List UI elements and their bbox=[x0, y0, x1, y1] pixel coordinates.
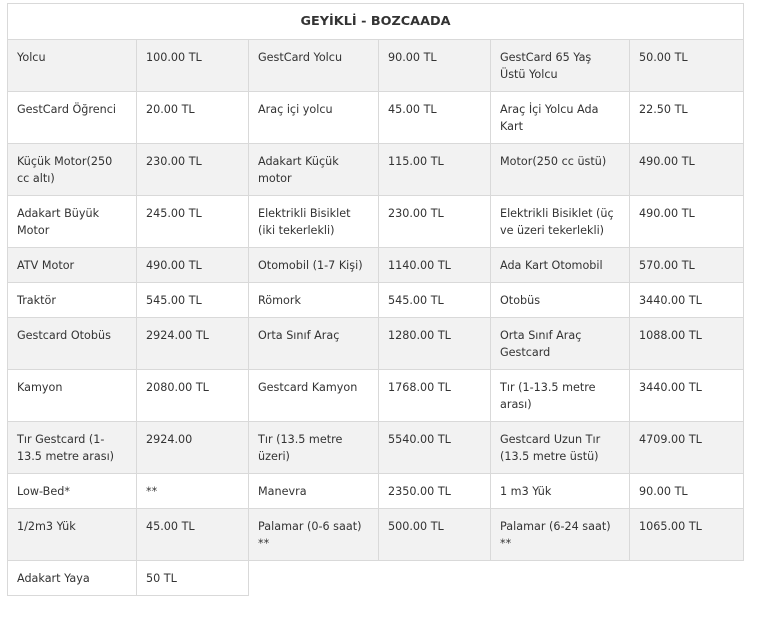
table-row bbox=[8, 40, 744, 92]
fare-label: Otobüs bbox=[491, 283, 630, 318]
fare-price: ** bbox=[137, 474, 249, 509]
fare-price: 1768.00 TL bbox=[379, 370, 491, 422]
fare-price: 545.00 TL bbox=[379, 283, 491, 318]
fare-label: ATV Motor bbox=[8, 248, 137, 283]
fare-label: Gestcard Kamyon bbox=[249, 370, 379, 422]
table-row bbox=[8, 248, 744, 283]
fare-price: 90.00 TL bbox=[379, 40, 491, 92]
fare-label: Gestcard Uzun Tır (13.5 metre üstü) bbox=[491, 422, 630, 474]
fare-price: 45.00 TL bbox=[379, 92, 491, 144]
fare-label: GestCard Yolcu bbox=[249, 40, 379, 92]
fare-price: 490.00 TL bbox=[630, 144, 744, 196]
table-row bbox=[8, 318, 744, 370]
fare-label: 1/2m3 Yük bbox=[8, 509, 137, 561]
fare-label: Low-Bed* bbox=[8, 474, 137, 509]
fare-label: GestCard 65 Yaş Üstü Yolcu bbox=[491, 40, 630, 92]
fare-label: Adakart Büyük Motor bbox=[8, 196, 137, 248]
fare-label: Palamar (0-6 saat) ** bbox=[249, 509, 379, 561]
fare-price: 45.00 TL bbox=[137, 509, 249, 561]
fare-price: 245.00 TL bbox=[137, 196, 249, 248]
fare-label: GestCard Öğrenci bbox=[8, 92, 137, 144]
fare-label: Araç içi yolcu bbox=[249, 92, 379, 144]
table-title: GEYİKLİ - BOZCAADA bbox=[8, 4, 744, 40]
fare-label: Elektrikli Bisiklet (üç ve üzeri tekerlekli) bbox=[491, 196, 630, 248]
table-row bbox=[8, 509, 744, 561]
empty-cell bbox=[249, 561, 491, 596]
fare-price: 1140.00 TL bbox=[379, 248, 491, 283]
fare-price: 2924.00 TL bbox=[137, 318, 249, 370]
fare-label: Römork bbox=[249, 283, 379, 318]
fare-label: Yolcu bbox=[8, 40, 137, 92]
fare-label: Tır (1-13.5 metre arası) bbox=[491, 370, 630, 422]
fare-table-container bbox=[7, 3, 743, 596]
fare-label: Adakart Küçük motor bbox=[249, 144, 379, 196]
fare-label: Tır (13.5 metre üzeri) bbox=[249, 422, 379, 474]
fare-label: Kamyon bbox=[8, 370, 137, 422]
fare-label: Gestcard Otobüs bbox=[8, 318, 137, 370]
table-row bbox=[8, 144, 744, 196]
fare-price: 490.00 TL bbox=[137, 248, 249, 283]
table-title-row bbox=[8, 4, 744, 40]
fare-price: 230.00 TL bbox=[379, 196, 491, 248]
fare-label: Traktör bbox=[8, 283, 137, 318]
fare-label: Ada Kart Otomobil bbox=[491, 248, 630, 283]
fare-price: 545.00 TL bbox=[137, 283, 249, 318]
table-row bbox=[8, 370, 744, 422]
fare-price: 3440.00 TL bbox=[630, 283, 744, 318]
fare-price: 5540.00 TL bbox=[379, 422, 491, 474]
table-row bbox=[8, 92, 744, 144]
table-row bbox=[8, 422, 744, 474]
fare-price: 90.00 TL bbox=[630, 474, 744, 509]
fare-label: Otomobil (1-7 Kişi) bbox=[249, 248, 379, 283]
fare-label: Manevra bbox=[249, 474, 379, 509]
fare-table bbox=[7, 3, 744, 596]
fare-label: Araç İçi Yolcu Ada Kart bbox=[491, 92, 630, 144]
fare-price: 100.00 TL bbox=[137, 40, 249, 92]
fare-label: Motor(250 cc üstü) bbox=[491, 144, 630, 196]
table-row bbox=[8, 561, 744, 596]
fare-price: 1065.00 TL bbox=[630, 509, 744, 561]
table-row bbox=[8, 196, 744, 248]
fare-label: Tır Gestcard (1-13.5 metre arası) bbox=[8, 422, 137, 474]
fare-price: 490.00 TL bbox=[630, 196, 744, 248]
fare-label: Küçük Motor(250 cc altı) bbox=[8, 144, 137, 196]
fare-price: 1280.00 TL bbox=[379, 318, 491, 370]
fare-price: 22.50 TL bbox=[630, 92, 744, 144]
fare-label: Orta Sınıf Araç bbox=[249, 318, 379, 370]
fare-price: 4709.00 TL bbox=[630, 422, 744, 474]
table-row bbox=[8, 474, 744, 509]
fare-price: 570.00 TL bbox=[630, 248, 744, 283]
fare-price: 115.00 TL bbox=[379, 144, 491, 196]
fare-label: Palamar (6-24 saat) ** bbox=[491, 509, 630, 561]
fare-price: 2924.00 bbox=[137, 422, 249, 474]
fare-price: 2080.00 TL bbox=[137, 370, 249, 422]
empty-cell bbox=[491, 561, 744, 596]
table-row bbox=[8, 283, 744, 318]
fare-price: 1088.00 TL bbox=[630, 318, 744, 370]
fare-label: Adakart Yaya bbox=[8, 561, 137, 596]
fare-label: Orta Sınıf Araç Gestcard bbox=[491, 318, 630, 370]
fare-price: 500.00 TL bbox=[379, 509, 491, 561]
fare-price: 230.00 TL bbox=[137, 144, 249, 196]
fare-label: Elektrikli Bisiklet (iki tekerlekli) bbox=[249, 196, 379, 248]
fare-price: 20.00 TL bbox=[137, 92, 249, 144]
fare-price: 50.00 TL bbox=[630, 40, 744, 92]
fare-price: 2350.00 TL bbox=[379, 474, 491, 509]
fare-price: 50 TL bbox=[137, 561, 249, 596]
fare-price: 3440.00 TL bbox=[630, 370, 744, 422]
fare-label: 1 m3 Yük bbox=[491, 474, 630, 509]
